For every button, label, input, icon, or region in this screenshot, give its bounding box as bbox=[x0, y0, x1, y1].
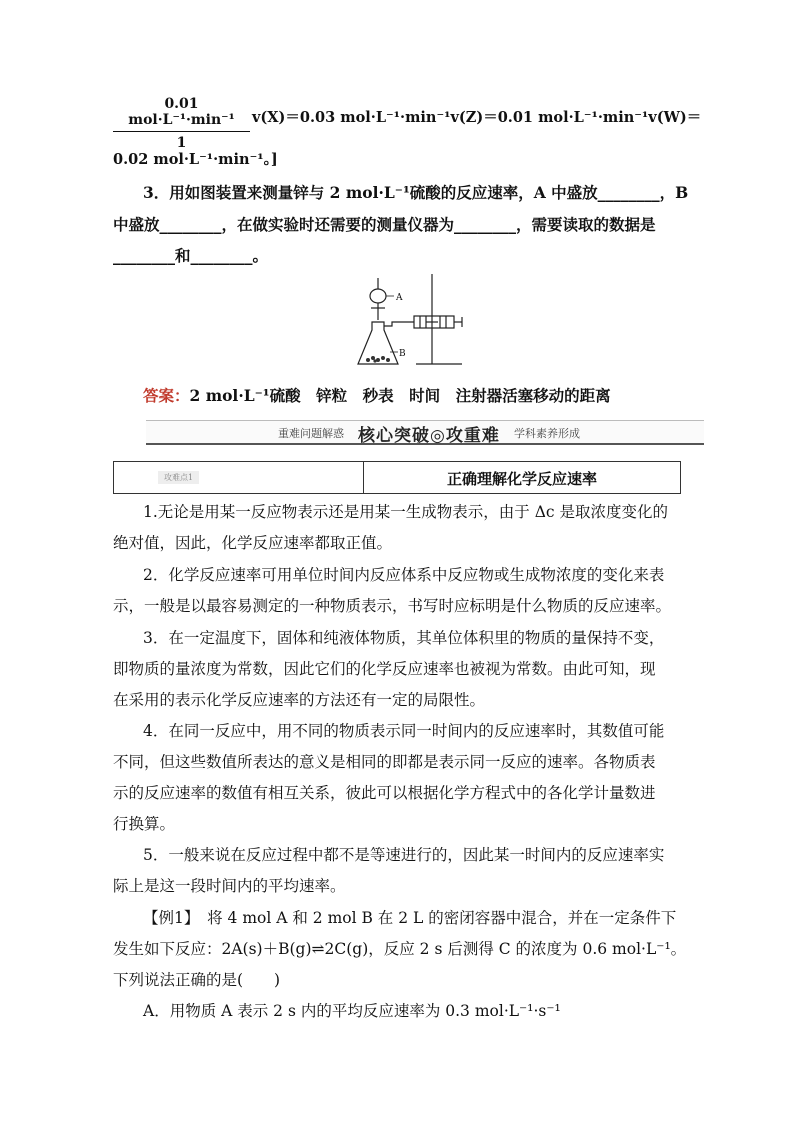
rate-fraction bbox=[113, 96, 250, 151]
fraction-numerator: 0.01 mol·L⁻¹·min⁻¹ bbox=[113, 96, 250, 132]
section-banner bbox=[146, 420, 704, 445]
point-5-line-1: 5．一般来说在反应过程中都不是等速进行的，因此某一时间内的反应速率实 bbox=[143, 846, 665, 864]
point-4-line-4: 行换算。 bbox=[113, 815, 176, 833]
apparatus-figure bbox=[354, 268, 466, 372]
point-2-line-2: 示，一般是以最容易测定的一种物质表示，书写时应标明是什么物质的反应速率。 bbox=[113, 597, 672, 615]
rate-equation-line-2: 0.02 mol·L⁻¹·min⁻¹。] bbox=[113, 151, 278, 168]
example-1-line-2: 发生如下反应：2A(s)＋B(g)⇌2C(g)，反应 2 s 后测得 C 的浓度为 0.6 mol·L⁻¹。 bbox=[113, 940, 687, 958]
figure-label-a: A bbox=[396, 293, 403, 303]
question-3-line-2: 中盛放________，在做实验时还需要的测量仪器为________，需要读取的数据是 bbox=[113, 215, 656, 234]
point-1-line-2: 绝对值，因此，化学反应速率都取正值。 bbox=[113, 534, 393, 552]
example-1-option-a: A．用物质 A 表示 2 s 内的平均反应速率为 0.3 mol·L⁻¹·s⁻¹ bbox=[143, 1002, 561, 1020]
question-3-line-3: ________和________。 bbox=[113, 246, 269, 265]
answer-line bbox=[143, 384, 713, 406]
knowledge-point-tag-cell bbox=[114, 462, 364, 493]
separatory-funnel bbox=[370, 289, 386, 303]
banner-title: 核心突破◎攻重难 bbox=[358, 426, 500, 446]
point-5-line-2: 际上是这一段时间内的平均速率。 bbox=[113, 877, 346, 895]
point-2-line-1: 2．化学反应速率可用单位时间内反应体系中反应物或生成物浓度的变化来表 bbox=[143, 566, 665, 584]
fraction-denominator: 1 bbox=[176, 135, 187, 151]
point-1-line-1: 1.无论是用某一反应物表示还是用某一生成物表示，由于 Δc 是取浓度变化的 bbox=[143, 503, 669, 521]
point-4-line-3: 示的反应速率的数值有相互关系，彼此可以根据化学方程式中的各化学计量数进 bbox=[113, 784, 656, 802]
point-4-line-2: 不同，但这些数值所表达的意义是相同的即都是表示同一反应的速率。各物质表 bbox=[113, 753, 656, 771]
answer-text: 2 mol·L⁻¹硫酸 锌粒 秒表 时间 注射器活塞移动的距离 bbox=[189, 386, 611, 405]
knowledge-point-box bbox=[113, 461, 681, 494]
point-3-line-3: 在采用的表示化学反应速率的方法还有一定的局限性。 bbox=[113, 691, 486, 709]
point-3-line-2: 即物质的量浓度为常数，因此它们的化学反应速率也被视为常数。由此可知，现 bbox=[113, 660, 656, 678]
banner-right-text: 学科素养形成 bbox=[514, 427, 580, 440]
question-3-line-1: 3．用如图装置来测量锌与 2 mol·L⁻¹硫酸的反应速率，A 中盛放________，B bbox=[143, 183, 689, 202]
example-1-line-3: 下列说法正确的是( ) bbox=[113, 971, 281, 989]
point-4-line-1: 4．在同一反应中，用不同的物质表示同一时间内的反应速率时，其数值可能 bbox=[143, 722, 665, 740]
answer-label: 答案： bbox=[143, 386, 190, 405]
knowledge-point-tag: 攻难点1 bbox=[158, 471, 199, 484]
example-1-line-1: 【例1】 将 4 mol A 和 2 mol B 在 2 L 的密闭容器中混合，并在一定条件下 bbox=[143, 909, 677, 927]
zinc-granules bbox=[366, 356, 390, 363]
conical-flask bbox=[358, 322, 398, 364]
knowledge-point-title: 正确理解化学反应速率 bbox=[446, 470, 597, 488]
rate-equation-line-1: v(X)＝0.03 mol·L⁻¹·min⁻¹v(Z)＝0.01 mol·L⁻¹·min⁻¹v(W)＝ bbox=[252, 109, 702, 126]
banner-left-text: 重难问题解惑 bbox=[278, 427, 344, 440]
point-3-line-1: 3．在一定温度下，固体和纯液体物质，其单位体积里的物质的量保持不变， bbox=[143, 629, 665, 647]
figure-label-b: B bbox=[399, 349, 406, 359]
